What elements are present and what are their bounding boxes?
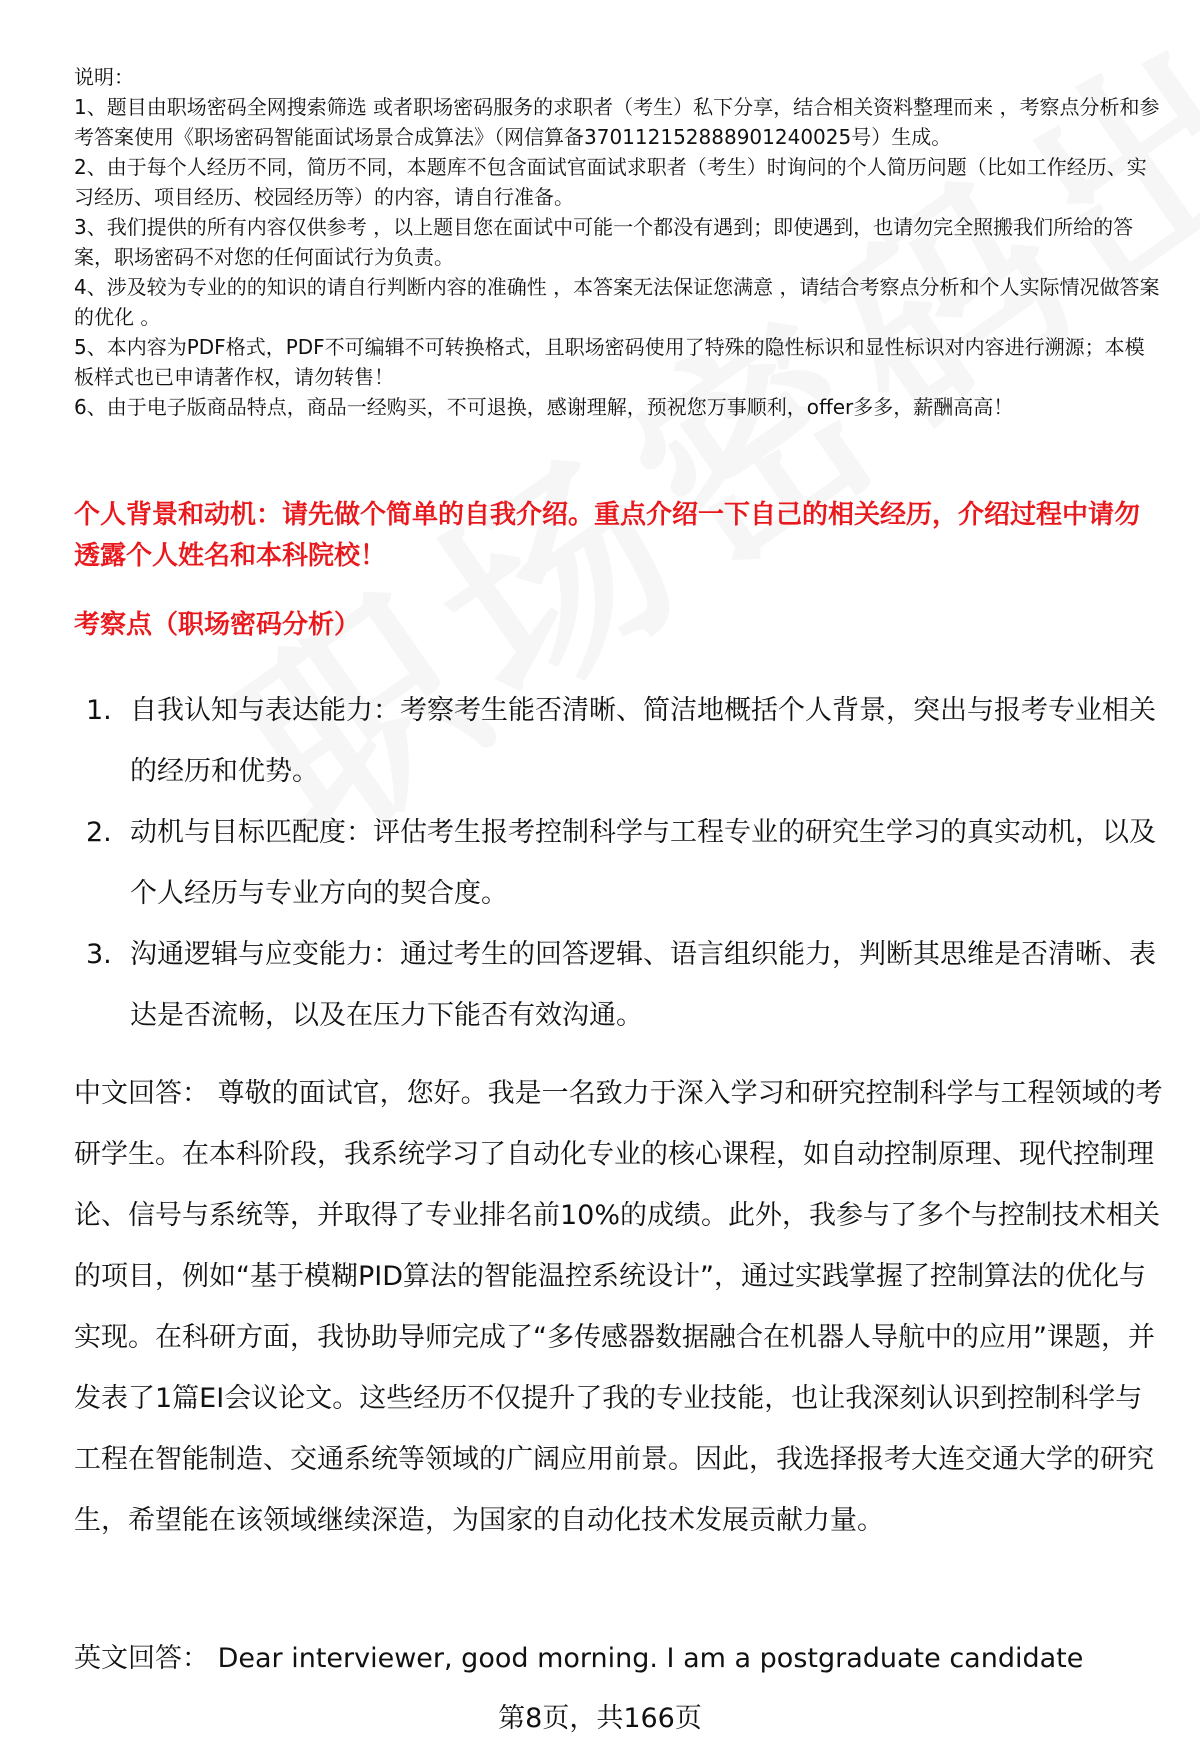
point-text: 自我认知与表达能力：考察考生能否清晰、简洁地概括个人背景，突出与报考专业相关的经历和优势。 bbox=[130, 695, 1156, 787]
analysis-points bbox=[74, 680, 1160, 1046]
page-number: 第8页，共166页 bbox=[498, 1703, 702, 1734]
chinese-answer bbox=[74, 1063, 1164, 1551]
point-text: 动机与目标匹配度：评估考生报考控制科学与工程专业的研究生学习的真实动机，以及个人经历与专业方向的契合度。 bbox=[130, 817, 1156, 909]
analysis-point-3 bbox=[74, 924, 1160, 1046]
note-item-2: 2、由于每个人经历不同，简历不同，本题库不包含面试官面试求职者（考生）时询问的个人简历问题（比如工作经历、实习经历、项目经历、校园经历等）的内容，请自行准备。 bbox=[74, 155, 1147, 209]
note-item-6: 6、由于电子版商品特点，商品一经购买，不可退换，感谢理解，预祝您万事顺利，offer多多，薪酬高高！ bbox=[74, 395, 1014, 419]
note-item-3: 3、我们提供的所有内容仅供参考 ，以上题目您在面试中可能一个都没有遇到；即使遇到，也请勿完全照搬我们所给的答案，职场密码不对您的任何面试行为负责。 bbox=[74, 215, 1134, 269]
disclaimer-notes bbox=[74, 62, 1160, 422]
english-answer-text: Dear interviewer, good morning. I am a postgraduate candidate bbox=[217, 1643, 1084, 1674]
point-number: 1. bbox=[86, 695, 112, 726]
analysis-point-2 bbox=[74, 802, 1160, 924]
analysis-title: 考察点（职场密码分析） bbox=[74, 610, 361, 640]
interview-question: 个人背景和动机：请先做个简单的自我介绍。重点介绍一下自己的相关经历，介绍过程中请勿透露个人姓名和本科院校！ bbox=[74, 500, 1141, 571]
point-number: 2. bbox=[86, 817, 112, 848]
point-text: 沟通逻辑与应变能力：通过考生的回答逻辑、语言组织能力，判断其思维是否清晰、表达是否流畅，以及在压力下能否有效沟通。 bbox=[130, 939, 1156, 1031]
english-answer-label: 英文回答： bbox=[74, 1643, 209, 1674]
note-item-5: 5、本内容为PDF格式，PDF不可编辑不可转换格式，且职场密码使用了特殊的隐性标识和显性标识对内容进行溯源；本模板样式也已申请著作权，请勿转售！ bbox=[74, 335, 1145, 389]
point-number: 3. bbox=[86, 939, 112, 970]
chinese-answer-label: 中文回答： bbox=[74, 1078, 209, 1109]
analysis-point-1 bbox=[74, 680, 1160, 802]
note-item-4: 4、涉及较为专业的的知识的请自行判断内容的准确性 ，本答案无法保证您满意 ，请结合考察点分析和个人实际情况做答案的优化 。 bbox=[74, 275, 1160, 329]
chinese-answer-text: 尊敬的面试官，您好。我是一名致力于深入学习和研究控制科学与工程领域的考研学生。在本科阶段，我系统学习了自动化专业的核心课程，如自动控制原理、现代控制理论、信号与系统等，并取得了专业排名前10%的成绩。此外，我参与了多个与控制技术相关的项目，例如“基于模糊PID算法的智能温控系统设计”，通过实践掌握了控制算法的优化与实现。在科研方面，我协助导师完成了“多传感器数据融合在机器人导航中的应用”课题，并发表了1篇EI会议论文。这些经历不仅提升了我的专业技能，也让我深刻认识到控制科学与工程在智能制造、交通系统等领域的广阔应用前景。因此，我选择报考大连交通大学的研究生，希望能在该领域继续深造，为国家的自动化技术发展贡献力量。 bbox=[74, 1078, 1163, 1536]
note-item-1: 1、题目由职场密码全网搜索筛选 或者职场密码服务的求职者（考生）私下分享，结合相关资料整理而来 ，考察点分析和参考答案使用《职场密码智能面试场景合成算法》（网信算备370112152888901240025号）生成。 bbox=[74, 95, 1160, 149]
notes-heading: 说明： bbox=[74, 65, 134, 89]
english-answer bbox=[74, 1628, 1164, 1689]
